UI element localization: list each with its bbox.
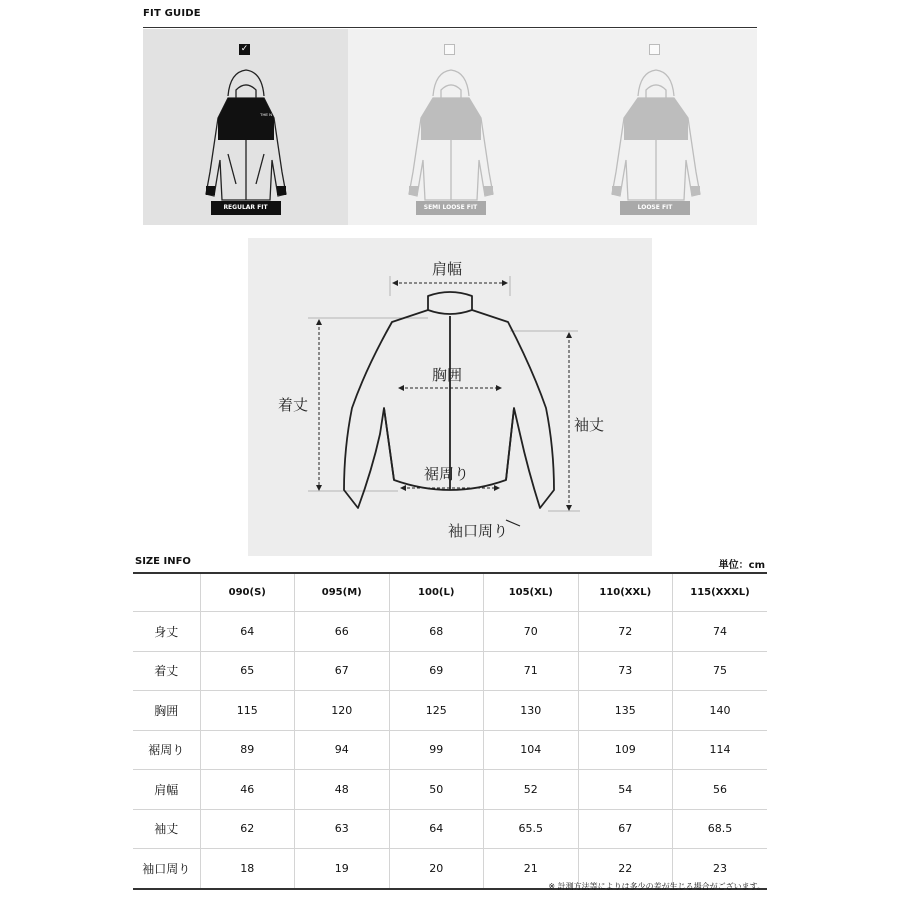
row-label: 着丈 [133, 651, 200, 691]
measurement-note: ※ 計測方法等によりは多少の差が生じる場合がございます。 [548, 882, 765, 891]
unchecked-checkbox-icon[interactable] [444, 44, 455, 55]
fit-option-semi-loose[interactable] [348, 29, 553, 225]
table-cell: 54 [578, 770, 673, 810]
fit-guide-title: FIT GUIDE [143, 8, 201, 19]
column-header: 095(M) [295, 573, 390, 612]
table-cell: 75 [673, 651, 768, 691]
row-label: 身丈 [133, 612, 200, 652]
row-label: 肩幅 [133, 770, 200, 810]
table-row [133, 612, 767, 652]
column-header: 100(L) [389, 573, 484, 612]
table-cell: 140 [673, 691, 768, 731]
table-cell: 109 [578, 730, 673, 770]
table-cell: 62 [200, 809, 295, 849]
table-cell: 63 [295, 809, 390, 849]
unchecked-checkbox-icon[interactable] [649, 44, 660, 55]
row-label: 裾周り [133, 730, 200, 770]
table-cell: 72 [578, 612, 673, 652]
table-cell: 74 [673, 612, 768, 652]
size-table [133, 572, 767, 890]
column-header: 105(XL) [484, 573, 579, 612]
table-cell: 94 [295, 730, 390, 770]
cuff-label: 袖口周り [448, 522, 509, 540]
loose-fit-jacket-icon [608, 64, 704, 214]
table-cell: 18 [200, 849, 295, 889]
table-cell: 125 [389, 691, 484, 731]
jacket-measurement-illustration [248, 238, 652, 556]
table-cell: 52 [484, 770, 579, 810]
table-cell: 68.5 [673, 809, 768, 849]
table-cell: 70 [484, 612, 579, 652]
table-cell: 65 [200, 651, 295, 691]
table-cell: 115 [200, 691, 295, 731]
table-cell: 64 [200, 612, 295, 652]
fit-option-regular[interactable] [143, 29, 348, 225]
table-row [133, 651, 767, 691]
table-cell: 135 [578, 691, 673, 731]
table-row [133, 691, 767, 731]
table-cell: 99 [389, 730, 484, 770]
loose-fit-label: LOOSE FIT [620, 201, 690, 215]
regular-fit-jacket-icon [198, 64, 294, 214]
row-label: 袖口周り [133, 849, 200, 889]
table-cell: 71 [484, 651, 579, 691]
regular-fit-label: REGULAR FIT [211, 201, 281, 215]
table-cell: 68 [389, 612, 484, 652]
column-header: 090(S) [200, 573, 295, 612]
table-cell: 89 [200, 730, 295, 770]
size-info-title: SIZE INFO [135, 556, 191, 567]
column-header: 115(XXXL) [673, 573, 768, 612]
semi-loose-fit-jacket-icon [403, 64, 499, 214]
table-cell: 114 [673, 730, 768, 770]
sleeve-length-label: 袖丈 [574, 416, 605, 434]
table-cell: 120 [295, 691, 390, 731]
body-length-label: 着丈 [278, 396, 309, 414]
column-header [133, 573, 200, 612]
column-header: 110(XXL) [578, 573, 673, 612]
table-cell: 69 [389, 651, 484, 691]
table-row [133, 730, 767, 770]
semi-loose-fit-label: SEMI LOOSE FIT [416, 201, 486, 215]
table-row [133, 809, 767, 849]
table-cell: 23 [673, 849, 768, 889]
table-cell: 104 [484, 730, 579, 770]
checked-checkbox-icon[interactable]: ✓ [240, 44, 249, 54]
fit-option-loose[interactable] [553, 29, 757, 225]
table-cell: 64 [389, 809, 484, 849]
table-cell: 67 [578, 809, 673, 849]
size-header-row [133, 573, 767, 612]
table-cell: 65.5 [484, 809, 579, 849]
table-cell: 130 [484, 691, 579, 731]
table-cell: 50 [389, 770, 484, 810]
table-cell: 19 [295, 849, 390, 889]
table-cell: 46 [200, 770, 295, 810]
shoulder-width-label: 肩幅 [432, 260, 463, 278]
fit-guide-divider [143, 27, 757, 28]
row-label: 胸囲 [133, 691, 200, 731]
row-label: 袖丈 [133, 809, 200, 849]
table-cell: 22 [578, 849, 673, 889]
table-row [133, 770, 767, 810]
hem-label: 裾周り [424, 465, 470, 483]
unit-label: 単位：cm [718, 560, 765, 571]
table-cell: 48 [295, 770, 390, 810]
table-cell: 56 [673, 770, 768, 810]
table-cell: 21 [484, 849, 579, 889]
measurement-diagram [248, 238, 652, 556]
table-cell: 67 [295, 651, 390, 691]
table-cell: 66 [295, 612, 390, 652]
svg-text:THE N: THE N [260, 112, 272, 117]
table-cell: 20 [389, 849, 484, 889]
chest-label: 胸囲 [432, 366, 463, 384]
table-cell: 73 [578, 651, 673, 691]
